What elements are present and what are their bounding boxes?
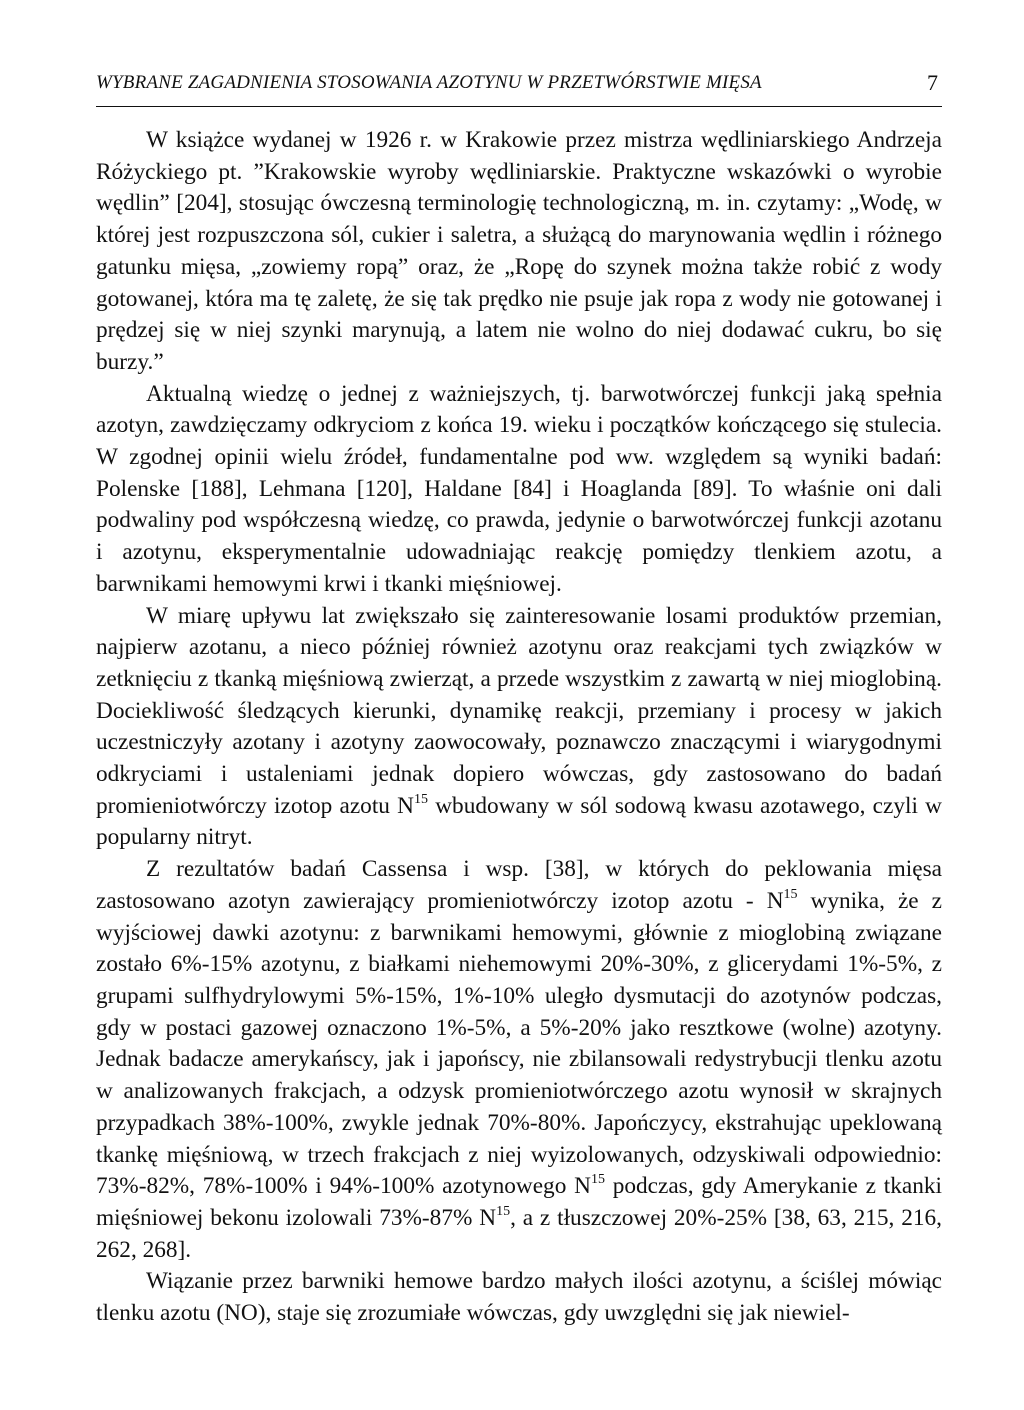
page-number: 7 — [927, 70, 938, 95]
superscript: 15 — [496, 1203, 511, 1219]
text-run: podczas, gdy Amerykanie z tkanki mięśniowej bekonu izolowali 73%-87% N — [96, 1173, 942, 1231]
text-run: Aktualną wiedzę o jednej z ważniejszych, tj. barwotwórczej funkcji jaką spełnia azotyn, zawdzięczamy odkryciom z końca 19. wieku i początków kończącego się stulecia. W zgodnej opinii wielu źródeł, fundamentalne pod ww. względem są wyniki badań: Polenske [188], Lehmana [120], Haldane [84] i Hoaglanda [89]. To właśnie oni dali podwaliny pod współczesną wiedzę, co prawda, jedynie o barwotwórczej funkcji azotanu i azotynu, eksperymentalnie udowadniając reakcję pomiędzy tlenkiem azotu, a barwnikami hemowymi krwi i tkanki mięśniowej. — [96, 380, 942, 597]
paragraph — [96, 854, 942, 1266]
superscript: 15 — [590, 1172, 605, 1188]
text-run: Wiązanie przez barwniki hemowe bardzo małych ilości azotynu, a ściślej mówiąc tlenku azotu (NO), staje się zrozumiałe wówczas, gdy uwzględni się jak niewiel- — [96, 1268, 942, 1327]
paragraph — [96, 379, 942, 601]
paragraph — [96, 1266, 942, 1329]
text-run: W książce wydanej w 1926 r. w Krakowie przez mistrza wędliniarskiego Andrzeja Różyckiego pt. ”Krakowskie wyroby wędliniarskie. Praktyczne wskazówki o wyrobie wędlin” [204], stosując ówczesną terminologię technologiczną, m. in. czytamy: „Wodę, w której jest rozpuszczona sól, cukier i saletra, a służącą do marynowania wędlin i różnego gatunku mięsa, „zowiemy ropą” oraz, że „Ropę do szynek można także robić z wody gotowanej, która ma tę zaletę, że się tak prędko nie psuje jak ropa z wody nie gotowanej i prędzej się w niej szynki marynują, a latem nie wolno do niej dodawać cukru, bo się burzy.” — [96, 127, 942, 375]
body-text — [96, 125, 942, 1330]
text-run: W miarę upływu lat zwiększało się zainteresowanie losami produktów przemian, najpierw azotanu, a nieco później również azotynu oraz reakcjami tych związków w zetknięciu z tkanką mięśniową zwierząt, a przede wszystkim z zawartą w niej mioglobiną. Dociekliwość śledzących kierunki, dynamikę reakcji, przemiany i procesy w jakich uczestniczyły azotany i azotyny zaowocowały, poznawczo znaczącymi i wiarygodnymi odkryciami i ustaleniami jednak dopiero wówczas, gdy zastosowano do badań promieniotwórczy izotop azotu N — [96, 602, 942, 819]
text-run: wynika, że z wyjściowej dawki azotynu: z barwnikami hemowymi, głównie z mioglobiną związane zostało 6%-15% azotynu, z białkami niehemowymi 20%-30%, z glicerydami 1%-5%, z grupami sulfhydrylowymi 5%-15%, 1%-10% uległo dysmutacji do azotynów podczas, gdy w postaci gazowej oznaczono 1%-5%, a 5%-20% jako resztkowe (wolne) azotyny. Jednak badacze amerykańscy, jak i japońscy, nie zbilansowali redystrybucji tlenku azotu w analizowanych frakcjach, a odzysk promieniotwórczego azotu wynosił w skrajnych przypadkach 38%-100%, zwykle jednak 70%-80%. Japończycy, ekstrahując upeklowaną tkankę mięśniową, w trzech frakcjach z niej wyizolowanych, odzyskiwali odpowiednio: 73%-82%, 78%-100% i 94%-100% azotynowego N — [96, 887, 943, 1200]
text-run: , a z tłuszczowej 20%-25% [38, 63, 215, 216, 262, 268]. — [96, 1204, 942, 1263]
superscript: 15 — [783, 886, 798, 902]
document-page — [96, 68, 942, 1330]
text-run: wbudowany w sól sodową kwasu azotawego, czyli w popularny nitryt. — [96, 792, 942, 851]
running-header — [96, 68, 942, 107]
superscript: 15 — [414, 791, 428, 807]
paragraph — [96, 125, 942, 379]
header-title: WYBRANE ZAGADNIENIA STOSOWANIA AZOTYNU W PRZETWÓRSTWIE MIĘSA — [96, 72, 762, 93]
text-run: Z rezultatów badań Cassensa i wsp. [38], w których do peklowania mięsa zastosowano azotyn zawierający promieniotwórczy izotop azotu - N — [96, 856, 942, 914]
paragraph — [96, 601, 942, 855]
